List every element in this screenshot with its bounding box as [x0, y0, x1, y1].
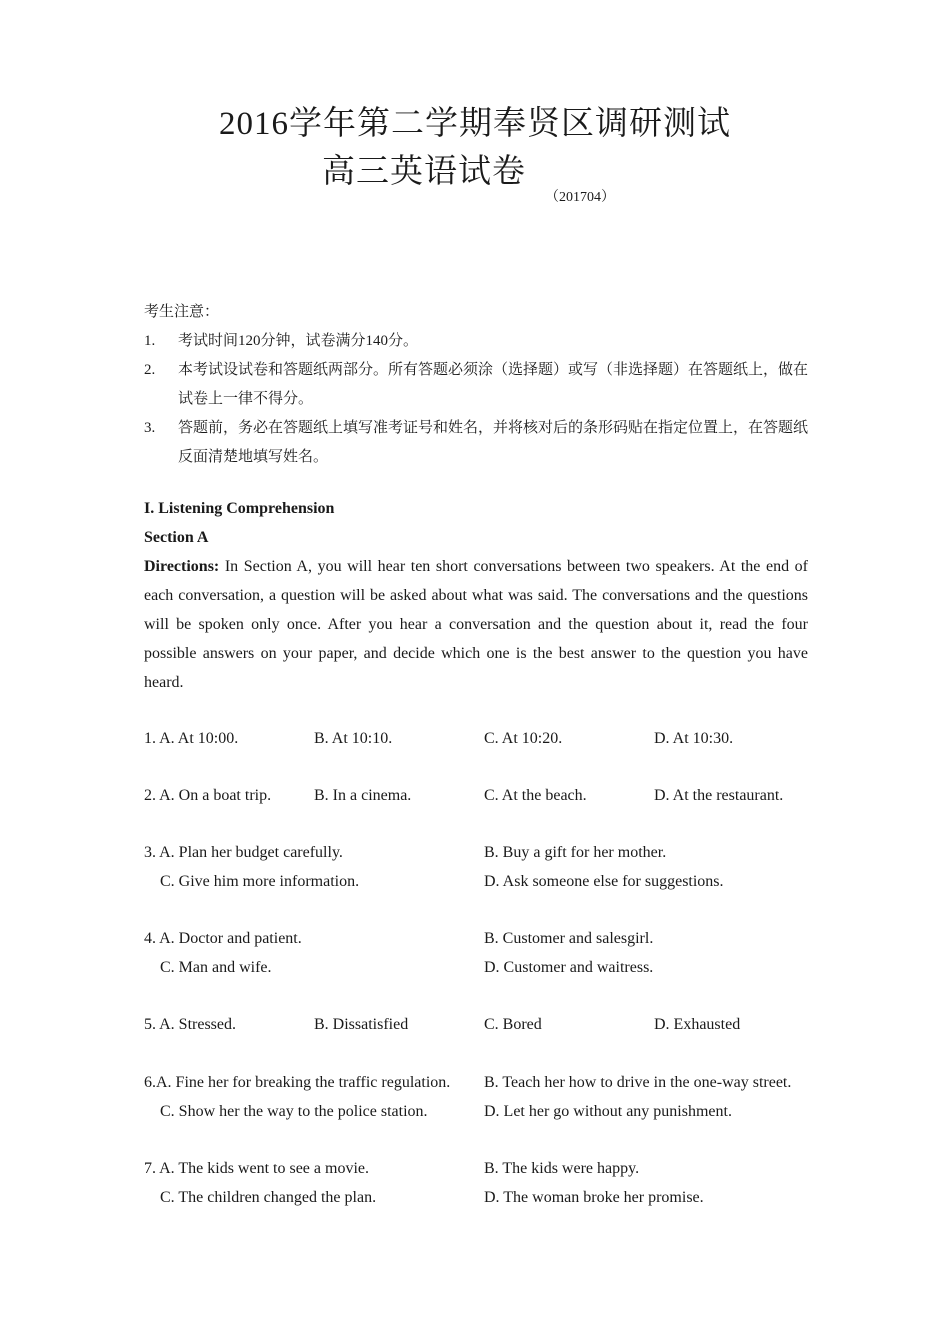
option-a: 2. A. On a boat trip.	[144, 787, 272, 804]
notice-text: 答题前，务必在答题纸上填写准考证号和姓名，并将核对后的条形码贴在指定位置上，在答题纸反面清楚地填写姓名。	[178, 420, 809, 465]
part-title: I. Listening Comprehension	[144, 500, 335, 517]
option-d: D. At the restaurant.	[654, 787, 784, 804]
option-a: 4. A. Doctor and patient.	[144, 930, 302, 947]
option-c: C. Bored	[484, 1016, 542, 1033]
exam-date: （201704）	[545, 190, 615, 205]
option-b: B. At 10:10.	[314, 730, 393, 747]
notice-text: 本考试设试卷和答题纸两部分。所有答题必须涂（选择题）或写（非选择题）在答题纸上，做在试卷上一律不得分。	[178, 362, 809, 407]
option-b: B. Teach her how to drive in the one-way street.	[484, 1074, 792, 1091]
question-1	[144, 724, 824, 753]
option-c: C. At the beach.	[484, 787, 587, 804]
option-c: C. The children changed the plan.	[160, 1189, 377, 1206]
option-d: D. Exhausted	[654, 1016, 741, 1033]
notice-number: 3.	[144, 420, 156, 436]
option-d: D. The woman broke her promise.	[484, 1189, 704, 1206]
option-b: B. Customer and salesgirl.	[484, 930, 654, 947]
listening-section	[144, 494, 808, 697]
notice-item	[144, 327, 812, 356]
notice-number: 1.	[144, 333, 156, 349]
notice-heading: 考生注意：	[144, 304, 220, 320]
option-a: 7. A. The kids went to see a movie.	[144, 1160, 369, 1177]
option-c: C. Show her the way to the police station.	[160, 1103, 428, 1120]
option-c: C. Give him more information.	[160, 873, 360, 890]
notice-item	[144, 356, 812, 414]
candidate-notice	[144, 298, 812, 472]
option-b: B. Dissatisfied	[314, 1016, 409, 1033]
exam-subtitle: 高三英语试卷	[322, 154, 526, 190]
option-d: D. Let her go without any punishment.	[484, 1103, 732, 1120]
directions-text: In Section A, you will hear ten short conversations between two speakers. At the end of each conversation, a question will be asked about what was said. The conversations and the questions will be spoken only once. After you hear a conversation and the question about it, read the four possible answers on your paper, and decide which one is the best answer to the question you have heard.	[144, 558, 808, 691]
question-3	[144, 838, 824, 896]
exam-title: 2016学年第二学期奉贤区调研测试	[219, 106, 731, 142]
directions-label: Directions:	[144, 558, 220, 575]
option-a: 5. A. Stressed.	[144, 1016, 236, 1033]
option-b: B. Buy a gift for her mother.	[484, 844, 667, 861]
option-d: D. Ask someone else for suggestions.	[484, 873, 724, 890]
question-4	[144, 924, 824, 982]
notice-text: 考试时间120分钟，试卷满分140分。	[178, 333, 419, 349]
option-a: 3. A. Plan her budget carefully.	[144, 844, 343, 861]
option-c: C. At 10:20.	[484, 730, 563, 747]
question-7	[144, 1154, 824, 1212]
question-6	[144, 1068, 824, 1126]
option-d: D. At 10:30.	[654, 730, 734, 747]
question-5	[144, 1010, 824, 1039]
option-a: 1. A. At 10:00.	[144, 730, 239, 747]
question-2	[144, 781, 824, 810]
option-c: C. Man and wife.	[160, 959, 272, 976]
notice-number: 2.	[144, 362, 156, 378]
option-d: D. Customer and waitress.	[484, 959, 654, 976]
section-title: Section A	[144, 529, 209, 546]
option-a: 6.A. Fine her for breaking the traffic regulation.	[144, 1074, 451, 1091]
directions	[144, 552, 808, 697]
option-b: B. The kids were happy.	[484, 1160, 640, 1177]
option-b: B. In a cinema.	[314, 787, 412, 804]
notice-item	[144, 414, 812, 472]
